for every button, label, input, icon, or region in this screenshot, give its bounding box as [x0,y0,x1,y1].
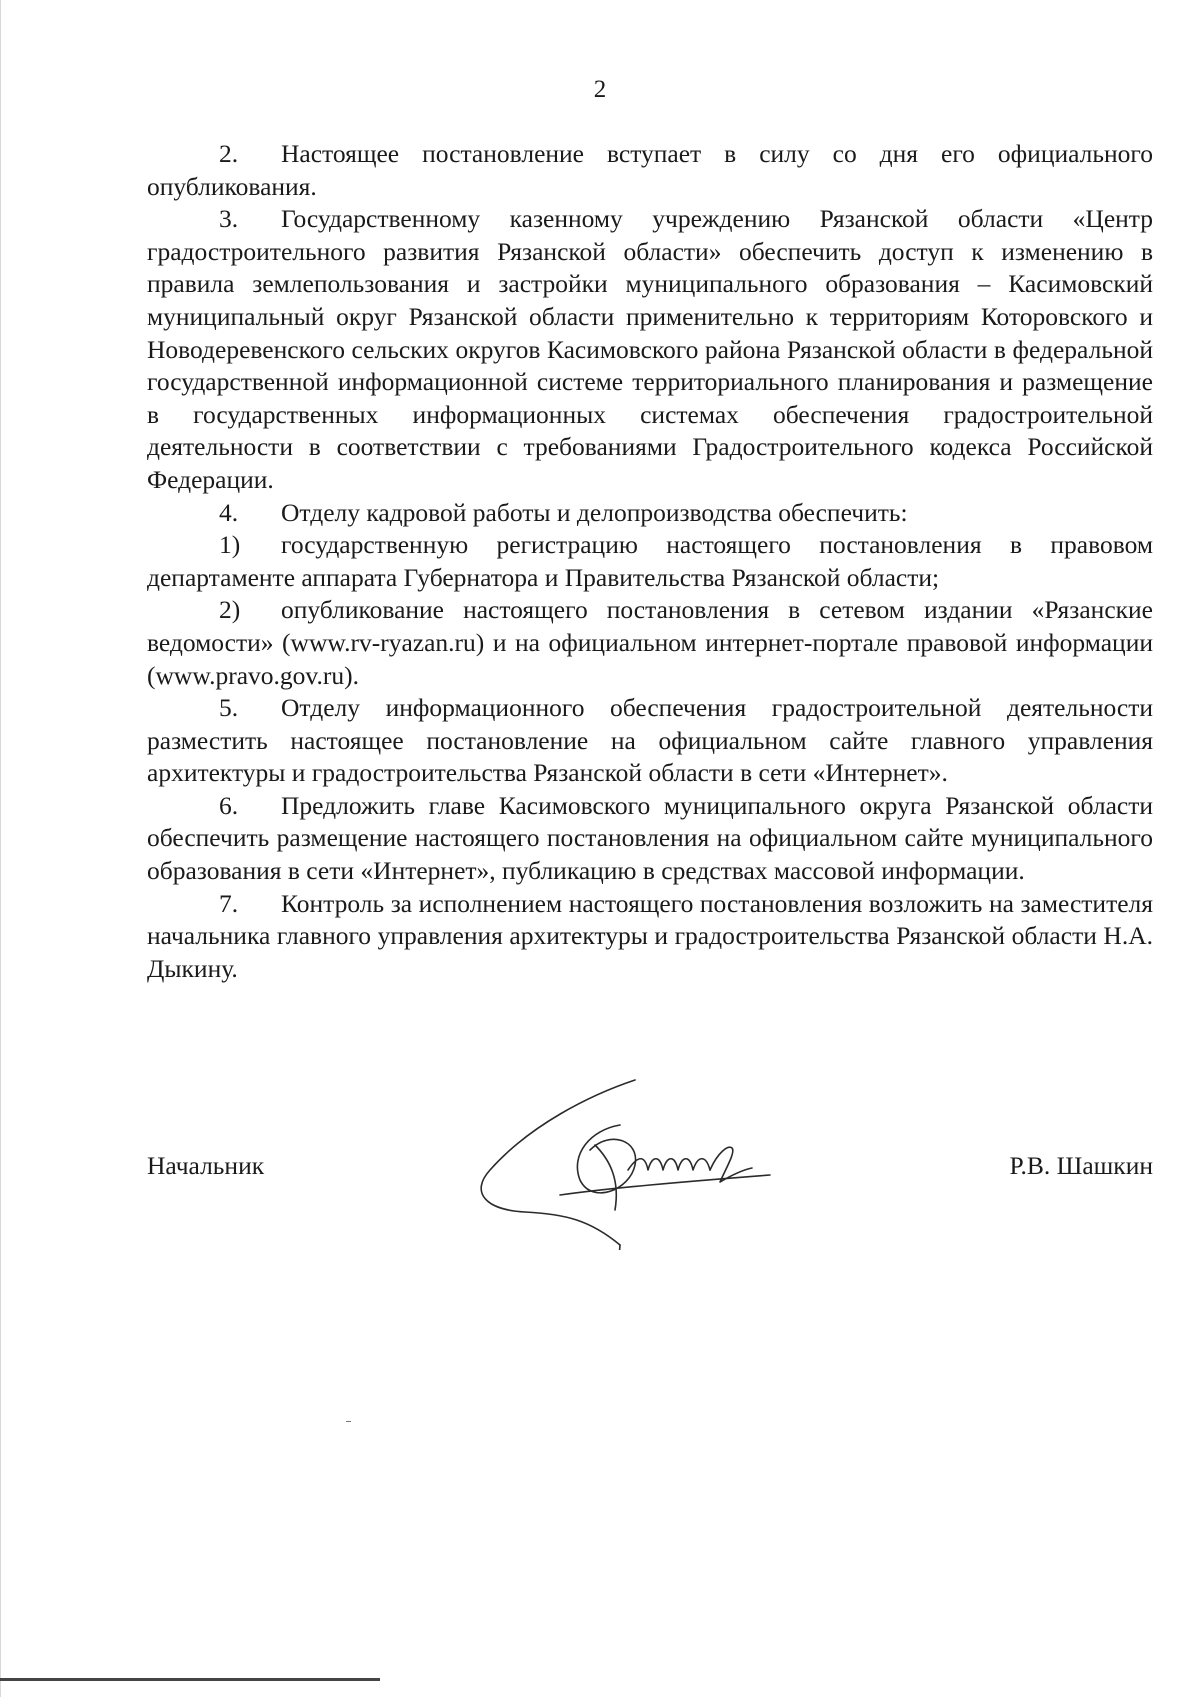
paragraph-text: Государственному казенному учреждению Рязанской области «Центр градостроительного развития Рязанской области» обеспечить доступ к изменению в правила землепользования и застройки муниципального образования – Касимовский муниципальный округ Рязанской области применительно к территориям Которовского и Новодеревенского сельских округов Касимовского района Рязанской области в федеральной государственной информационной системе территориального планирования и размещение в государственных информационных системах обеспечения градостроительной деятельности в соответствии с требованиями Градостроительного кодекса Российской Федерации. [147,204,1153,494]
paragraph-text: Настоящее постановление вступает в силу со дня его официального опубликования. [147,139,1153,201]
paragraph-6 [147,790,1153,888]
paragraph-4 [147,497,1153,530]
paragraph-number: 7. [219,888,239,918]
paragraph-number: 1) [219,530,241,560]
paragraph-7 [147,888,1153,986]
scan-margin-line [0,0,7,1697]
paragraph-text: опубликование настоящего постановления в сетевом издании «Рязанские ведомости» (www.rv-ryazan.ru) и на официальном интернет-портале правовой информации (www.pravo.gov.ru). [147,595,1153,690]
paragraph-text: Отделу информационного обеспечения градостроительной деятельности разместить настоящее постановление на официальном сайте главного управления архитектуры и градостроительства Рязанской области в сети «Интернет». [147,693,1153,788]
paragraph-3 [147,203,1153,496]
document-body [147,138,1153,985]
paragraph-5 [147,692,1153,790]
paragraph-4-2 [147,594,1153,692]
signatory-position: Начальник [147,1151,265,1180]
signature-block [147,1150,1153,1190]
paragraph-text: Отделу кадровой работы и делопроизводства обеспечить: [281,497,908,527]
paragraph-number: 3. [219,204,239,234]
paragraph-number: 6. [219,790,239,820]
paragraph-number: 2. [219,139,239,168]
paragraph-number: 5. [219,693,239,723]
paragraph-4-1 [147,529,1153,594]
paragraph-number: 4. [219,497,239,527]
page-number: 2 [593,76,607,103]
paragraph-text: Предложить главе Касимовского муниципального округа Рязанской области обеспечить размещение настоящего постановления на официальном сайте муниципального образования в сети «Интернет», публикацию в средствах массовой информации. [147,790,1153,886]
signatory-name: Р.В. Шашкин [1009,1151,1153,1180]
paragraph-2 [147,138,1153,203]
paragraph-text: государственную регистрацию настоящего постановления в правовом департаменте аппарата Губернатора и Правительства Рязанской области; [147,530,1153,592]
scan-speck [346,1421,351,1422]
scan-edge-line [0,1678,380,1681]
paragraph-text: Контроль за исполнением настоящего постановления возложить на заместителя начальника главного управления архитектуры и градостроительства Рязанской области Н.А. Дыкину. [147,888,1153,983]
paragraph-number: 2) [219,595,241,625]
